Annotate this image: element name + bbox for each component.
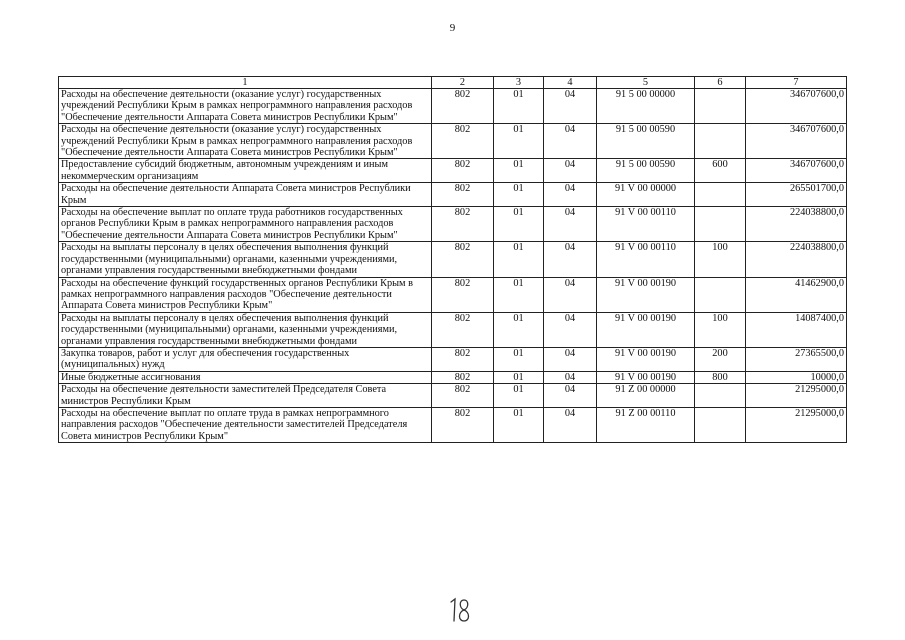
table-row xyxy=(59,207,847,242)
target-article-code: 91 V 00 00190 xyxy=(597,347,695,371)
subsection-code: 04 xyxy=(544,384,597,408)
ministry-code: 802 xyxy=(432,124,494,159)
expense-description: Предоставление субсидий бюджетным, автономным учреждениям и иным некоммерческим организациям xyxy=(59,159,432,183)
target-article-code: 91 5 00 00590 xyxy=(597,124,695,159)
amount: 224038800,0 xyxy=(746,207,847,242)
target-article-code: 91 V 00 00110 xyxy=(597,242,695,277)
expense-type-code xyxy=(695,183,746,207)
ministry-code: 802 xyxy=(432,207,494,242)
amount: 346707600,0 xyxy=(746,159,847,183)
subsection-code: 04 xyxy=(544,124,597,159)
section-code: 01 xyxy=(494,371,544,383)
expense-description: Расходы на обеспечение выплат по оплате труда работников государственных органов Республики Крым в рамках непрограммного направления расходов "Обеспечение деятельности Аппарата Совета министров Республики Крым" xyxy=(59,207,432,242)
table-header-row xyxy=(59,77,847,89)
expense-type-code: 100 xyxy=(695,312,746,347)
ministry-code: 802 xyxy=(432,407,494,442)
subsection-code: 04 xyxy=(544,277,597,312)
expense-description: Расходы на выплаты персоналу в целях обеспечения выполнения функций государственными (муниципальными) органами, казенными учреждениями, органами управления государственными внебюджетными фондами xyxy=(59,312,432,347)
table-row xyxy=(59,183,847,207)
subsection-code: 04 xyxy=(544,407,597,442)
section-code: 01 xyxy=(494,159,544,183)
table-row xyxy=(59,384,847,408)
amount: 10000,0 xyxy=(746,371,847,383)
subsection-code: 04 xyxy=(544,207,597,242)
section-code: 01 xyxy=(494,207,544,242)
ministry-code: 802 xyxy=(432,384,494,408)
expense-type-code xyxy=(695,407,746,442)
section-code: 01 xyxy=(494,407,544,442)
subsection-code: 04 xyxy=(544,159,597,183)
subsection-code: 04 xyxy=(544,242,597,277)
column-header: 3 xyxy=(494,77,544,89)
column-header: 7 xyxy=(746,77,847,89)
expense-type-code: 100 xyxy=(695,242,746,277)
expense-type-code: 600 xyxy=(695,159,746,183)
subsection-code: 04 xyxy=(544,371,597,383)
column-header: 1 xyxy=(59,77,432,89)
subsection-code: 04 xyxy=(544,89,597,124)
expense-description: Иные бюджетные ассигнования xyxy=(59,371,432,383)
target-article-code: 91 5 00 00000 xyxy=(597,89,695,124)
table-row xyxy=(59,242,847,277)
table-row xyxy=(59,371,847,383)
expense-type-code xyxy=(695,124,746,159)
section-code: 01 xyxy=(494,183,544,207)
expense-type-code xyxy=(695,89,746,124)
section-code: 01 xyxy=(494,312,544,347)
table-row xyxy=(59,277,847,312)
target-article-code: 91 V 00 00190 xyxy=(597,371,695,383)
ministry-code: 802 xyxy=(432,183,494,207)
ministry-code: 802 xyxy=(432,312,494,347)
amount: 41462900,0 xyxy=(746,277,847,312)
table-row xyxy=(59,347,847,371)
expense-description: Расходы на обеспечение выплат по оплате труда в рамках непрограммного направления расходов "Обеспечение деятельности заместителей Председателя Совета министров Республики Крым" xyxy=(59,407,432,442)
expense-type-code: 800 xyxy=(695,371,746,383)
section-code: 01 xyxy=(494,277,544,312)
expense-type-code xyxy=(695,277,746,312)
ministry-code: 802 xyxy=(432,159,494,183)
expense-description: Расходы на обеспечение деятельности (оказание услуг) государственных учреждений Республики Крым в рамках непрограммного направления расходов "Обеспечение деятельности Аппарата Совета министров Республики Крым" xyxy=(59,89,432,124)
subsection-code: 04 xyxy=(544,183,597,207)
table-row xyxy=(59,312,847,347)
amount: 27365500,0 xyxy=(746,347,847,371)
section-code: 01 xyxy=(494,89,544,124)
expense-description: Расходы на обеспечение деятельности заместителей Председателя Совета министров Республики Крым xyxy=(59,384,432,408)
target-article-code: 91 V 00 00190 xyxy=(597,312,695,347)
column-header: 2 xyxy=(432,77,494,89)
section-code: 01 xyxy=(494,242,544,277)
table-row xyxy=(59,407,847,442)
amount: 346707600,0 xyxy=(746,124,847,159)
section-code: 01 xyxy=(494,347,544,371)
expense-description: Расходы на выплаты персоналу в целях обеспечения выполнения функций государственными (муниципальными) органами, казенными учреждениями, органами управления государственными внебюджетными фондами xyxy=(59,242,432,277)
amount: 265501700,0 xyxy=(746,183,847,207)
amount: 21295000,0 xyxy=(746,384,847,408)
table-row xyxy=(59,124,847,159)
target-article-code: 91 Z 00 00000 xyxy=(597,384,695,408)
target-article-code: 91 Z 00 00110 xyxy=(597,407,695,442)
section-code: 01 xyxy=(494,124,544,159)
subsection-code: 04 xyxy=(544,312,597,347)
expense-description: Расходы на обеспечение деятельности (оказание услуг) государственных учреждений Республики Крым в рамках непрограммного направления расходов "Обеспечение деятельности Аппарата Совета министров Республики Крым" xyxy=(59,124,432,159)
table-row xyxy=(59,159,847,183)
expense-type-code: 200 xyxy=(695,347,746,371)
table-row xyxy=(59,89,847,124)
ministry-code: 802 xyxy=(432,89,494,124)
section-code: 01 xyxy=(494,384,544,408)
expense-type-code xyxy=(695,207,746,242)
expense-description: Закупка товаров, работ и услуг для обеспечения государственных (муниципальных) нужд xyxy=(59,347,432,371)
target-article-code: 91 5 00 00590 xyxy=(597,159,695,183)
amount: 21295000,0 xyxy=(746,407,847,442)
column-header: 5 xyxy=(597,77,695,89)
budget-table xyxy=(58,76,847,443)
ministry-code: 802 xyxy=(432,242,494,277)
expense-type-code xyxy=(695,384,746,408)
expense-description: Расходы на обеспечение функций государственных органов Республики Крым в рамках непрограммного направления расходов "Обеспечение деятельности Аппарата Совета министров Республики Крым" xyxy=(59,277,432,312)
target-article-code: 91 V 00 00190 xyxy=(597,277,695,312)
column-header: 6 xyxy=(695,77,746,89)
handwritten-page-note xyxy=(446,596,474,624)
amount: 14087400,0 xyxy=(746,312,847,347)
ministry-code: 802 xyxy=(432,277,494,312)
subsection-code: 04 xyxy=(544,347,597,371)
amount: 346707600,0 xyxy=(746,89,847,124)
target-article-code: 91 V 00 00110 xyxy=(597,207,695,242)
target-article-code: 91 V 00 00000 xyxy=(597,183,695,207)
expense-description: Расходы на обеспечение деятельности Аппарата Совета министров Республики Крым xyxy=(59,183,432,207)
page-number: 9 xyxy=(449,22,456,34)
amount: 224038800,0 xyxy=(746,242,847,277)
column-header: 4 xyxy=(544,77,597,89)
ministry-code: 802 xyxy=(432,347,494,371)
ministry-code: 802 xyxy=(432,371,494,383)
